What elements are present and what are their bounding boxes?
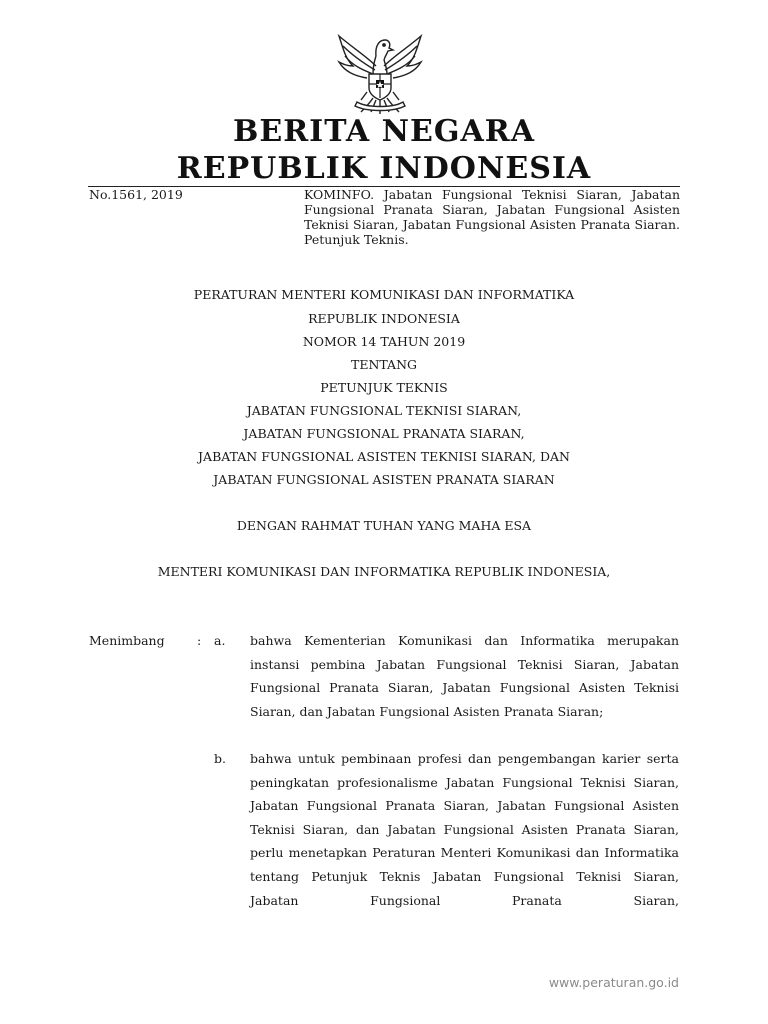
regulation-title-line: REPUBLIK INDONESIA: [308, 311, 460, 326]
regulation-title-line: JABATAN FUNGSIONAL TEKNISI SIARAN,: [246, 403, 522, 418]
regulation-title-line: JABATAN FUNGSIONAL PRANATA SIARAN,: [243, 426, 525, 441]
issuer-line: MENTERI KOMUNIKASI DAN INFORMATIKA REPUBLIK INDONESIA,: [157, 564, 611, 579]
item-marker: a.: [214, 633, 226, 648]
regulation-title-line: TENTANG: [350, 357, 417, 372]
item-marker: b.: [214, 751, 226, 766]
considering-item-a: bahwa Kementerian Komunikasi dan Informatika merupakan instansi pembina Jabatan Fungsional Teknisi Siaran, Jabatan Fungsional Pranata Siaran, Jabatan Fungsional Asisten Teknisi Siaran, dan Jabatan Fungsional Asisten Pranata Siaran;: [250, 633, 679, 719]
regulation-title-line: JABATAN FUNGSIONAL ASISTEN TEKNISI SIARAN, DAN: [198, 449, 570, 464]
masthead-title-line1: BERITA NEGARA: [233, 114, 535, 149]
invocation-line: DENGAN RAHMAT TUHAN YANG MAHA ESA: [236, 518, 532, 533]
considering-label: Menimbang: [89, 633, 165, 648]
regulation-title-line: JABATAN FUNGSIONAL ASISTEN PRANATA SIARAN: [213, 472, 555, 487]
regulation-title-line: PERATURAN MENTERI KOMUNIKASI DAN INFORMATIKA: [193, 287, 575, 302]
regulation-number: NOMOR 14 TAHUN 2019: [302, 334, 466, 349]
source-url: www.peraturan.go.id: [548, 975, 679, 990]
gazette-summary: KOMINFO. Jabatan Fungsional Teknisi Siaran, Jabatan Fungsional Pranata Siaran, Jabatan Fungsional Asisten Teknisi Siaran, Jabatan Fungsional Asisten Pranata Siaran. Petunjuk Teknis.: [304, 187, 680, 247]
gazette-number: No.1561, 2019: [89, 187, 183, 202]
masthead-title-line2: REPUBLIK INDONESIA: [176, 151, 592, 186]
regulation-title-line: PETUNJUK TEKNIS: [320, 380, 448, 395]
garuda-emblem-icon: [331, 26, 429, 118]
considering-item-b: bahwa untuk pembinaan profesi dan pengembangan karier serta peningkatan profesionalisme Jabatan Fungsional Teknisi Siaran, Jabatan Fungsional Pranata Siaran, Jabatan Fungsional Asisten Teknisi Siaran, dan Jabatan Fungsional Asisten Pranata Siaran, perlu menetapkan Peraturan Menteri Komunikasi dan Informatika tentang Petunjuk Teknis Jabatan Fungsional Teknisi Siaran, Jabatan Fungsional Pranata Siaran,: [250, 751, 679, 908]
considering-colon: :: [197, 633, 202, 648]
